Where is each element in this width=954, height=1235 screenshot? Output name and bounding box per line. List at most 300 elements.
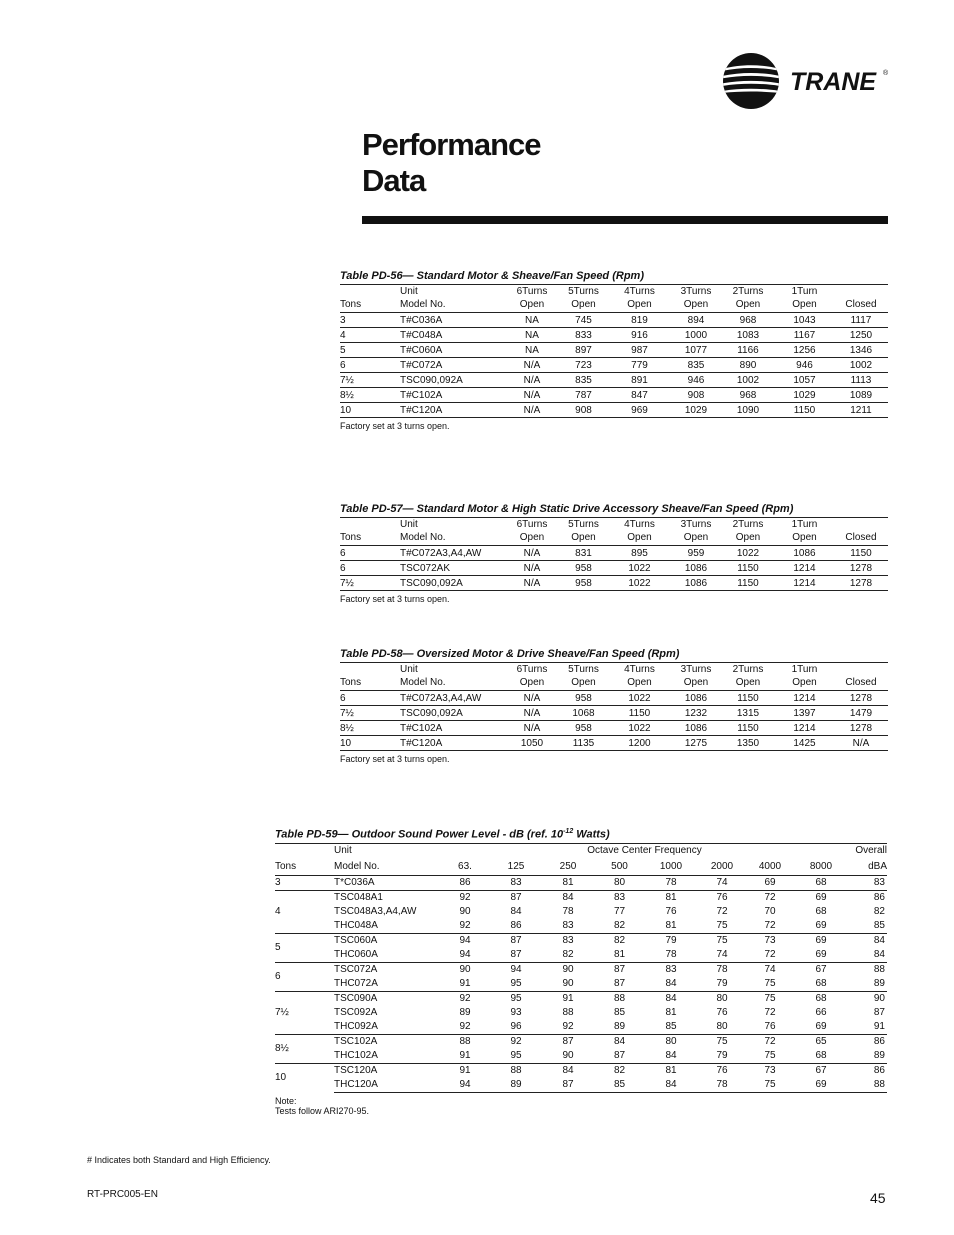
sound-cell-model: TSC090A: [334, 991, 440, 1006]
cell-rpm: 1214: [775, 576, 834, 591]
sound-cell-db: 80: [594, 875, 645, 890]
cell-rpm: 1232: [671, 706, 721, 721]
sound-cell-tons: 5: [275, 933, 334, 962]
speed-table-block: [340, 270, 888, 431]
cell-model: T#C072A3,A4,AW: [400, 691, 505, 706]
header-turns: 2Turns: [732, 519, 764, 530]
header-open: Open: [571, 677, 596, 688]
sound-cell-db: 68: [815, 906, 827, 918]
sound-cell-db: 95: [510, 978, 522, 990]
sound-cell-db: 90: [562, 978, 574, 990]
table-row: [340, 576, 888, 591]
cell-rpm: 1057: [775, 373, 834, 388]
header-turns: 3Turns: [680, 519, 712, 530]
sound-cell-db: 82: [594, 1063, 645, 1078]
sound-cell-db: 87: [542, 1034, 594, 1049]
sound-cell-db: 92: [440, 890, 490, 905]
cell-rpm: 958: [559, 576, 608, 591]
sound-cell-overall: 89: [873, 978, 885, 990]
header-model: Model No.: [400, 299, 446, 310]
sound-cell-db: 87: [510, 949, 522, 961]
sound-header-overall: Overall: [855, 844, 887, 856]
sound-cell-db: 75: [747, 991, 793, 1006]
cell-model: T#C048A: [400, 328, 505, 343]
cell-rpm: N/A: [505, 561, 559, 576]
speed-table: [340, 662, 888, 751]
cell-rpm: 894: [671, 313, 721, 328]
sound-cell-db: 74: [747, 962, 793, 977]
sound-cell-db: 83: [645, 962, 697, 977]
sound-cell-db: 84: [665, 1050, 677, 1062]
table-row: [340, 706, 888, 721]
cell-rpm: 1211: [834, 403, 888, 418]
header-turns: 6Turns: [516, 519, 548, 530]
sound-table-row: [275, 962, 887, 977]
sound-cell-db: 94: [490, 962, 542, 977]
brand-name: TRANE: [790, 68, 877, 96]
header-turns: 5Turns: [568, 519, 599, 530]
cell-tons: 7½: [340, 576, 400, 591]
sound-cell-db: 84: [510, 906, 522, 918]
sound-table-block: [275, 828, 887, 1116]
sound-cell-db: 87: [613, 1050, 626, 1062]
cell-rpm: 1000: [671, 328, 721, 343]
cell-rpm: 897: [559, 343, 608, 358]
sound-cell-db: 91: [440, 1063, 490, 1078]
sound-cell-db: 90: [459, 906, 471, 918]
sound-table-row: [275, 1063, 887, 1078]
sound-cell-model: TSC102A: [334, 1034, 440, 1049]
sound-cell-overall: 90: [849, 991, 887, 1006]
header-turns: 1Turn: [791, 286, 818, 297]
sound-table-row: [275, 1034, 887, 1049]
header-open: Open: [683, 532, 709, 543]
sound-caption-superscript: -12: [563, 828, 574, 835]
cell-rpm: 958: [559, 721, 608, 736]
cell-rpm: 833: [559, 328, 608, 343]
page-title: [362, 127, 541, 199]
sound-cell-db: 81: [645, 890, 697, 905]
header-open: Open: [735, 532, 761, 543]
table-row: [340, 343, 888, 358]
sound-cell-db: 95: [490, 991, 542, 1006]
header-open: Open: [519, 532, 545, 543]
header-tons: Tons: [340, 299, 362, 310]
cell-rpm: 1250: [834, 328, 888, 343]
header-open: Open: [571, 532, 596, 543]
sound-table-row: [275, 1049, 887, 1064]
sound-cell-db: 73: [747, 933, 793, 948]
sound-cell-db: 74: [716, 949, 728, 961]
cell-model: T#C072A3,A4,AW: [400, 546, 505, 561]
sound-header-frequency: 250: [559, 860, 577, 872]
sound-cell-overall: 82: [873, 906, 885, 918]
cell-rpm: 908: [671, 388, 721, 403]
sound-table: [275, 843, 887, 1093]
bottom-note: # Indicates both Standard and High Efficiency.: [87, 1155, 271, 1165]
sound-cell-db: 74: [697, 875, 747, 890]
cell-rpm: 1090: [721, 403, 775, 418]
cell-rpm: 723: [559, 358, 608, 373]
table-caption: Table PD-58— Oversized Motor & Drive Sheave/Fan Speed (Rpm): [340, 648, 680, 660]
cell-model: T#C036A: [400, 313, 505, 328]
header-turns: 6Turns: [516, 286, 548, 297]
sound-header-frequency: 125: [507, 860, 525, 872]
sound-cell-tons: 10: [275, 1063, 334, 1092]
sound-cell-db: 79: [716, 1050, 728, 1062]
cell-rpm: 946: [671, 373, 721, 388]
cell-tons: 4: [340, 328, 400, 343]
document-code: RT-PRC005-EN: [87, 1189, 158, 1200]
table-row: [340, 358, 888, 373]
table-row: [340, 403, 888, 418]
header-open: Open: [683, 677, 709, 688]
cell-tons: 3: [340, 313, 400, 328]
page-title-line1: Performance: [362, 127, 541, 162]
sound-cell-db: 84: [594, 1034, 645, 1049]
sound-cell-tons: 6: [275, 962, 334, 991]
cell-rpm: 1086: [671, 561, 721, 576]
sound-cell-db: 67: [793, 1063, 849, 1078]
table-footnote: Factory set at 3 turns open.: [340, 594, 450, 604]
cell-tons: 6: [340, 546, 400, 561]
sound-cell-db: 92: [440, 991, 490, 1006]
cell-rpm: 946: [775, 358, 834, 373]
sound-cell-model: TSC072A: [334, 962, 440, 977]
cell-rpm: 891: [608, 373, 671, 388]
sound-cell-db: 85: [613, 1007, 626, 1019]
cell-tons: 6: [340, 561, 400, 576]
page-number: 45: [870, 1190, 886, 1206]
sound-cell-db: 94: [440, 933, 490, 948]
cell-model: TSC072AK: [400, 561, 505, 576]
table-row: [340, 388, 888, 403]
header-unit: Unit: [400, 286, 418, 297]
sound-cell-tons: 8½: [275, 1034, 334, 1063]
header-open: Open: [683, 299, 709, 310]
sound-cell-db: 75: [697, 1034, 747, 1049]
cell-rpm: 787: [559, 388, 608, 403]
table-row: [340, 561, 888, 576]
sound-cell-overall: 86: [849, 1034, 887, 1049]
cell-model: T#C060A: [400, 343, 505, 358]
sound-cell-db: 68: [793, 875, 849, 890]
sound-cell-db: 68: [793, 991, 849, 1006]
header-closed: Closed: [845, 677, 877, 688]
sound-cell-db: 75: [764, 1050, 776, 1062]
sound-cell-db: 72: [716, 906, 728, 918]
sound-cell-db: 91: [459, 978, 471, 990]
sound-cell-db: 86: [510, 920, 522, 932]
sound-cell-db: 80: [697, 991, 747, 1006]
header-turns: 6Turns: [516, 664, 548, 675]
page-title-line2: Data: [362, 163, 426, 198]
sound-cell-db: 76: [716, 1007, 728, 1019]
sound-cell-overall: 86: [849, 890, 887, 905]
sound-cell-db: 72: [764, 949, 776, 961]
sound-header-frequency: 1000: [659, 860, 683, 872]
sound-cell-overall: 86: [849, 1063, 887, 1078]
sound-cell-db: 96: [510, 1021, 522, 1033]
cell-rpm: 1086: [671, 576, 721, 591]
sound-cell-db: 92: [459, 1021, 471, 1033]
sound-note-text: Tests follow ARI270-95.: [275, 1105, 370, 1116]
cell-rpm: 835: [671, 358, 721, 373]
sound-cell-db: 72: [764, 1007, 776, 1019]
sound-cell-db: 75: [716, 920, 728, 932]
table-row: [340, 328, 888, 343]
sound-table-row: [275, 905, 887, 919]
cell-rpm: 1278: [834, 576, 888, 591]
cell-rpm: 916: [608, 328, 671, 343]
speed-table: [340, 284, 888, 418]
sound-caption-text: Table PD-59— Outdoor Sound Power Level - dB (ref. 10: [275, 828, 564, 841]
sound-header-dba: dBA: [868, 860, 887, 872]
cell-rpm: N/A: [505, 721, 559, 736]
sound-cell-db: 83: [542, 933, 594, 948]
cell-rpm: 987: [608, 343, 671, 358]
cell-model: T#C120A: [400, 403, 505, 418]
cell-rpm: 1167: [775, 328, 834, 343]
header-turns: 1Turn: [791, 519, 818, 530]
sound-cell-db: 93: [510, 1007, 522, 1019]
sound-cell-model: TSC048A3,A4,AW: [334, 906, 417, 918]
sound-cell-db: 82: [613, 920, 626, 932]
sound-cell-model: THC120A: [334, 1078, 440, 1093]
cell-rpm: 1022: [608, 691, 671, 706]
sound-cell-db: 78: [697, 1078, 747, 1093]
cell-rpm: N/A: [505, 691, 559, 706]
sound-cell-db: 87: [594, 962, 645, 977]
cell-model: T#C072A: [400, 358, 505, 373]
header-open: Open: [627, 677, 652, 688]
header-turns: 2Turns: [732, 664, 764, 675]
sound-cell-db: 78: [697, 962, 747, 977]
sound-cell-model: THC102A: [334, 1050, 378, 1062]
cell-tons: 8½: [340, 721, 400, 736]
table-row: [340, 691, 888, 706]
cell-rpm: 1150: [721, 576, 775, 591]
header-closed: Closed: [845, 532, 877, 543]
sound-cell-db: 82: [594, 933, 645, 948]
sound-cell-db: 88: [562, 1007, 574, 1019]
cell-rpm: 895: [608, 546, 671, 561]
cell-model: T#C102A: [400, 388, 505, 403]
sound-cell-db: 87: [490, 933, 542, 948]
cell-rpm: N/A: [505, 358, 559, 373]
cell-rpm: N/A: [505, 546, 559, 561]
header-turns: 5Turns: [568, 286, 599, 297]
sound-cell-db: 68: [815, 1050, 827, 1062]
cell-rpm: 1166: [721, 343, 775, 358]
sound-cell-db: 85: [594, 1078, 645, 1093]
sound-cell-model: TSC092A: [334, 1007, 378, 1019]
cell-rpm: 968: [721, 313, 775, 328]
cell-rpm: 1043: [775, 313, 834, 328]
sound-cell-db: 84: [665, 978, 677, 990]
cell-rpm: 1068: [559, 706, 608, 721]
sound-table-row: [275, 948, 887, 963]
header-turns: 4Turns: [624, 519, 655, 530]
sound-caption-units: Watts): [573, 828, 610, 841]
cell-rpm: 1425: [775, 736, 834, 751]
sound-cell-db: 69: [793, 933, 849, 948]
cell-rpm: 1022: [608, 721, 671, 736]
sound-cell-db: 83: [490, 875, 542, 890]
table-caption: Table PD-56— Standard Motor & Sheave/Fan Speed (Rpm): [340, 270, 644, 282]
trane-logo: [722, 52, 892, 110]
sound-header-unit: Unit: [334, 844, 352, 856]
cell-tons: 6: [340, 358, 400, 373]
sound-table-caption: [275, 828, 887, 841]
sound-cell-db: 89: [459, 1007, 471, 1019]
cell-rpm: 1256: [775, 343, 834, 358]
registered-mark: ®: [883, 70, 889, 77]
sound-cell-db: 78: [665, 949, 677, 961]
sound-header-frequency: 2000: [710, 860, 734, 872]
sound-cell-db: 88: [594, 991, 645, 1006]
sound-cell-overall: 84: [873, 949, 885, 961]
sound-cell-db: 79: [716, 978, 728, 990]
sound-cell-db: 94: [459, 949, 471, 961]
sound-cell-db: 70: [764, 906, 776, 918]
sound-cell-overall: 84: [849, 933, 887, 948]
header-turns: 4Turns: [624, 664, 655, 675]
sound-cell-overall: 89: [873, 1050, 885, 1062]
cell-rpm: 1089: [834, 388, 888, 403]
sound-cell-model: THC072A: [334, 978, 378, 990]
sound-cell-db: 72: [747, 1034, 793, 1049]
sound-cell-model: TSC048A1: [334, 890, 440, 905]
sound-cell-overall: 87: [873, 1007, 885, 1019]
sound-cell-db: 95: [510, 1050, 522, 1062]
cell-rpm: 745: [559, 313, 608, 328]
cell-rpm: 1278: [834, 691, 888, 706]
header-open: Open: [792, 299, 817, 310]
cell-tons: 10: [340, 403, 400, 418]
cell-tons: 8½: [340, 388, 400, 403]
sound-cell-db: 90: [440, 962, 490, 977]
sound-cell-db: 84: [542, 890, 594, 905]
sound-cell-db: 68: [815, 978, 827, 990]
sound-header-frequency: 500: [611, 860, 628, 872]
sound-cell-db: 76: [764, 1021, 776, 1033]
sound-table-row: [275, 977, 887, 992]
cell-rpm: 835: [559, 373, 608, 388]
cell-rpm: N/A: [505, 388, 559, 403]
sound-cell-tons: 3: [275, 875, 334, 890]
sound-cell-db: 81: [613, 949, 626, 961]
cell-rpm: 958: [559, 691, 608, 706]
sound-cell-db: 92: [562, 1021, 574, 1033]
sound-table-row: [275, 991, 887, 1006]
cell-rpm: N/A: [834, 736, 888, 751]
sound-cell-db: 86: [440, 875, 490, 890]
sound-header-frequency: 4000: [758, 860, 782, 872]
header-open: Open: [519, 677, 545, 688]
header-open: Open: [735, 299, 761, 310]
cell-rpm: 1214: [775, 721, 834, 736]
sound-cell-model: TSC060A: [334, 933, 440, 948]
sound-cell-db: 81: [665, 1007, 677, 1019]
sound-cell-db: 84: [645, 991, 697, 1006]
sound-cell-db: 90: [562, 1050, 574, 1062]
sound-cell-db: 91: [542, 991, 594, 1006]
sound-cell-db: 84: [542, 1063, 594, 1078]
cell-rpm: 1350: [721, 736, 775, 751]
cell-model: TSC090,092A: [400, 373, 505, 388]
cell-rpm: 959: [671, 546, 721, 561]
header-turns: 4Turns: [624, 286, 655, 297]
cell-tons: 7½: [340, 373, 400, 388]
sound-cell-db: 81: [665, 920, 677, 932]
table-row: [340, 313, 888, 328]
cell-rpm: 1150: [721, 721, 775, 736]
sound-table-row: [275, 919, 887, 934]
speed-table-block: [340, 503, 888, 604]
sound-cell-db: 92: [490, 1034, 542, 1049]
cell-rpm: 1077: [671, 343, 721, 358]
cell-rpm: NA: [505, 328, 559, 343]
sound-cell-db: 75: [747, 1078, 793, 1093]
header-open: Open: [571, 299, 596, 310]
table-footnote: Factory set at 3 turns open.: [340, 421, 450, 431]
sound-cell-db: 90: [542, 962, 594, 977]
cell-rpm: N/A: [505, 403, 559, 418]
cell-model: T#C102A: [400, 721, 505, 736]
cell-rpm: 890: [721, 358, 775, 373]
cell-model: TSC090,092A: [400, 576, 505, 591]
cell-rpm: 1150: [775, 403, 834, 418]
cell-model: TSC090,092A: [400, 706, 505, 721]
sound-cell-db: 82: [562, 949, 574, 961]
sound-cell-model: T*C036A: [334, 875, 440, 890]
sound-cell-db: 84: [645, 1078, 697, 1093]
sound-cell-model: THC060A: [334, 949, 378, 961]
cell-rpm: NA: [505, 313, 559, 328]
sound-cell-db: 92: [459, 920, 471, 932]
table-row: [340, 546, 888, 561]
cell-rpm: 1275: [671, 736, 721, 751]
cell-tons: 6: [340, 691, 400, 706]
cell-rpm: 1113: [834, 373, 888, 388]
cell-rpm: 1022: [608, 576, 671, 591]
sound-cell-db: 67: [793, 962, 849, 977]
cell-rpm: 1150: [721, 561, 775, 576]
sound-cell-db: 83: [562, 920, 574, 932]
sound-header-model: Model No.: [334, 860, 380, 872]
header-open: Open: [627, 299, 652, 310]
table-footnote: Factory set at 3 turns open.: [340, 754, 450, 764]
cell-rpm: 779: [608, 358, 671, 373]
cell-rpm: 1397: [775, 706, 834, 721]
sound-cell-overall: 91: [873, 1021, 885, 1033]
sound-cell-db: 69: [815, 920, 827, 932]
sound-cell-db: 76: [697, 1063, 747, 1078]
cell-rpm: 1479: [834, 706, 888, 721]
sound-table-row: [275, 1078, 887, 1093]
sound-cell-model: THC092A: [334, 1021, 378, 1033]
header-tons: Tons: [340, 677, 362, 688]
speed-table-block: [340, 648, 888, 764]
sound-header-octave: Octave Center Frequency: [587, 844, 702, 856]
sound-cell-db: 69: [747, 875, 793, 890]
sound-cell-db: 87: [542, 1078, 594, 1093]
sound-cell-model: TSC120A: [334, 1063, 440, 1078]
sound-cell-db: 79: [645, 933, 697, 948]
cell-rpm: 1022: [721, 546, 775, 561]
sound-cell-tons: 4: [275, 890, 334, 933]
